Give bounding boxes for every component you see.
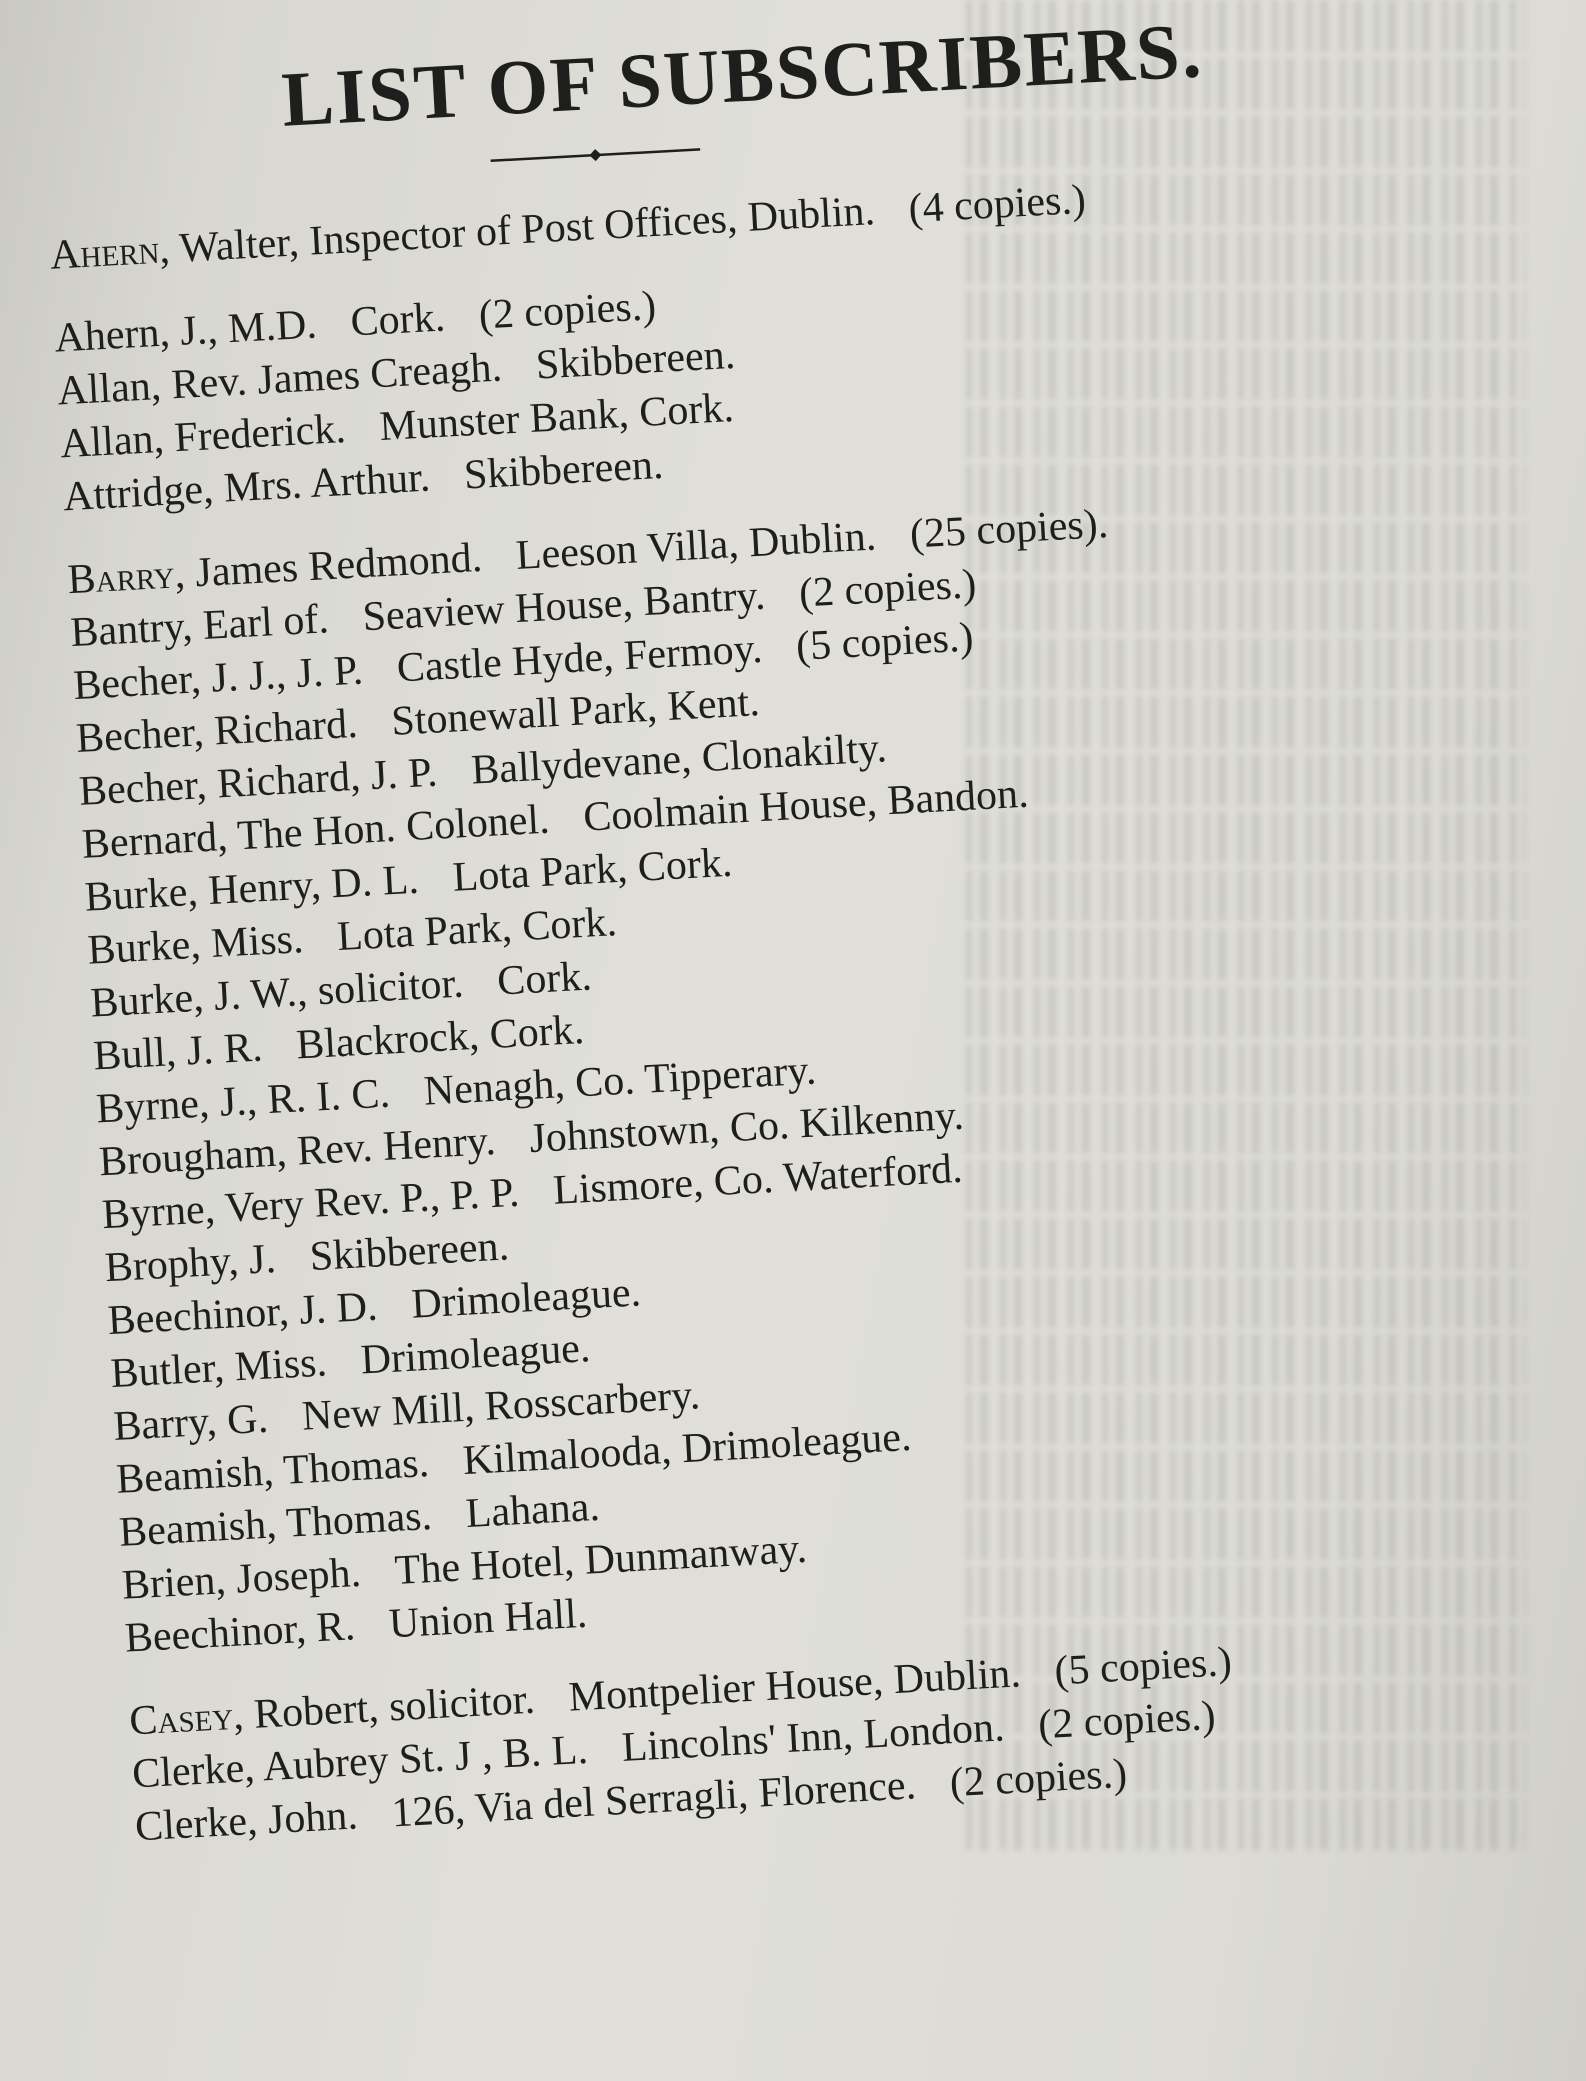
copies-count: (2 copies.) bbox=[477, 282, 658, 339]
subscriber-name: J., R. I. C. bbox=[218, 1070, 392, 1126]
subscriber-address: Cork. bbox=[496, 953, 593, 1005]
subscriber-address: Johnstown, Co. Kilkenny. bbox=[528, 1092, 965, 1162]
subscriber-surname: Clerke, bbox=[133, 1797, 259, 1851]
subscriber-surname: Barry, bbox=[112, 1398, 218, 1450]
subscriber-name: Mrs. Arthur. bbox=[222, 454, 432, 512]
subscriber-address: Union Hall. bbox=[387, 1590, 589, 1648]
subscriber-surname: Burke, bbox=[83, 868, 200, 921]
subscriber-address: Lincolns' Inn, London. bbox=[620, 1704, 1006, 1771]
ornamental-rule bbox=[490, 142, 700, 167]
subscriber-name: Richard. bbox=[213, 700, 359, 755]
copies-count: (5 copies.) bbox=[794, 614, 975, 670]
subscriber-name: Walter, Inspector of Post Offices, Dublin. bbox=[178, 187, 876, 272]
subscriber-name: J. D. bbox=[298, 1283, 379, 1334]
copies-count: (5 copies.) bbox=[1053, 1638, 1233, 1695]
subscriber-surname: Barry, bbox=[66, 550, 187, 604]
subscriber-surname: Brougham, bbox=[97, 1129, 288, 1186]
subscriber-surname: Ahern, bbox=[53, 309, 172, 362]
subscriber-address: Stonewall Park, Kent. bbox=[390, 678, 761, 745]
copies-count: (2 copies.) bbox=[1037, 1692, 1217, 1749]
subscriber-name: Thomas. bbox=[284, 1492, 434, 1547]
subscriber-name: J. W., solicitor. bbox=[212, 960, 465, 1020]
subscriber-surname: Becher, bbox=[72, 656, 203, 709]
subscriber-address: Ballydevane, Clonakilty. bbox=[470, 725, 888, 794]
subscriber-address: Blackrock, Cork. bbox=[295, 1006, 586, 1069]
subscriber-surname: Beechinor, bbox=[106, 1288, 291, 1344]
subscriber-name: J., M.D. bbox=[179, 301, 318, 355]
subscriber-surname: Beamish, bbox=[115, 1448, 275, 1503]
subscriber-surname: Casey, bbox=[128, 1692, 245, 1745]
subscriber-address: Lahana. bbox=[464, 1483, 601, 1537]
subscriber-address: Kilmalooda, Drimoleague. bbox=[461, 1413, 913, 1484]
subscriber-address: Skibbereen. bbox=[462, 441, 665, 499]
copies-count: (4 copies.) bbox=[907, 176, 1087, 232]
subscriber-list bbox=[49, 148, 1586, 1854]
subscriber-name: J. J., J. P. bbox=[210, 647, 365, 702]
subscriber-address: Lota Park, Cork. bbox=[451, 839, 734, 901]
copies-count: (25 copies). bbox=[908, 500, 1110, 558]
subscriber-address: Lismore, Co. Waterford. bbox=[551, 1145, 964, 1214]
subscriber-address: Montpelier House, Dublin. bbox=[567, 1650, 1022, 1721]
subscriber-name: Aubrey St. J , B. L. bbox=[261, 1726, 590, 1791]
copies-count: (2 copies.) bbox=[797, 560, 978, 617]
subscriber-address: Seaview House, Bantry. bbox=[361, 572, 767, 641]
subscriber-address: Cork. bbox=[349, 294, 447, 346]
subscriber-surname: Beechinor, bbox=[123, 1605, 308, 1662]
subscriber-address: The Hotel, Dunmanway. bbox=[393, 1525, 808, 1594]
subscriber-name: J. R. bbox=[185, 1024, 264, 1075]
page-content bbox=[40, 0, 1586, 1884]
subscriber-name: Henry, D. L. bbox=[207, 856, 420, 914]
subscriber-name: Rev. Henry. bbox=[295, 1117, 497, 1175]
subscriber-address: Skibbereen. bbox=[534, 331, 737, 389]
subscriber-name: John. bbox=[266, 1792, 359, 1843]
subscriber-name: Joseph. bbox=[234, 1549, 363, 1603]
subscriber-surname: Brophy, bbox=[103, 1237, 240, 1292]
subscriber-surname: Butler, bbox=[109, 1344, 226, 1397]
subscriber-name: Thomas. bbox=[282, 1439, 431, 1494]
subscriber-name: The Hon. Colonel. bbox=[236, 796, 551, 860]
subscriber-surname: Ahern, bbox=[48, 226, 171, 279]
subscriber-surname: Attridge, bbox=[61, 466, 215, 521]
subscriber-address: Skibbereen. bbox=[308, 1223, 511, 1280]
subscriber-address: Drimoleague. bbox=[410, 1269, 643, 1328]
subscriber-name: Miss. bbox=[209, 915, 305, 967]
subscriber-address: Coolmain House, Bandon. bbox=[582, 770, 1030, 841]
subscriber-group bbox=[53, 231, 1562, 524]
subscriber-name: James Redmond. bbox=[194, 534, 484, 597]
subscriber-name: R. bbox=[315, 1603, 357, 1652]
subscriber-surname: Beamish, bbox=[117, 1501, 278, 1556]
subscriber-surname: Allan, bbox=[59, 415, 166, 468]
subscriber-group bbox=[66, 473, 1586, 1665]
subscriber-address: Munster Bank, Cork. bbox=[378, 384, 735, 450]
subscriber-address: 126, Via del Serragli, Florence. bbox=[390, 1761, 918, 1837]
subscriber-surname: Becher, bbox=[74, 708, 206, 762]
subscriber-surname: Bernard, bbox=[80, 813, 229, 868]
subscriber-surname: Clerke, bbox=[131, 1744, 256, 1798]
subscriber-name: Miss. bbox=[233, 1339, 329, 1391]
subscriber-address: Castle Hyde, Fermoy. bbox=[395, 625, 764, 692]
subscriber-surname: Bull, bbox=[92, 1028, 178, 1080]
subscriber-name: Very Rev. P., P. P. bbox=[223, 1169, 521, 1232]
subscriber-name: Robert, solicitor. bbox=[252, 1676, 536, 1738]
subscriber-name: J. bbox=[247, 1235, 278, 1284]
subscriber-address: New Mill, Rosscarbery. bbox=[300, 1372, 702, 1440]
subscriber-address: Drimoleague. bbox=[359, 1324, 592, 1384]
subscriber-name: Richard, J. P. bbox=[215, 749, 439, 808]
subscriber-name: Frederick. bbox=[173, 405, 347, 462]
subscriber-name: G. bbox=[225, 1395, 270, 1444]
copies-count: (2 copies.) bbox=[948, 1750, 1129, 1807]
subscriber-surname: Byrne, bbox=[100, 1186, 217, 1239]
subscriber-surname: Becher, bbox=[77, 761, 208, 815]
subscriber-name: Earl of. bbox=[201, 596, 330, 649]
subscriber-surname: Byrne, bbox=[95, 1080, 211, 1133]
subscriber-address: Nenagh, Co. Tipperary. bbox=[422, 1047, 818, 1115]
page-title: LIST OF SUBSCRIBERS. bbox=[279, 6, 1206, 143]
subscriber-surname: Brien, bbox=[120, 1556, 227, 1609]
subscriber-surname: Burke, bbox=[89, 974, 205, 1027]
subscriber-surname: Burke, bbox=[86, 921, 202, 974]
subscriber-name: Rev. James Creagh. bbox=[170, 344, 504, 409]
subscriber-surname: Bantry, bbox=[69, 603, 194, 656]
subscriber-surname: Allan, bbox=[56, 362, 163, 415]
subscriber-address: Leeson Villa, Dublin. bbox=[514, 513, 878, 579]
subscriber-address: Lota Park, Cork. bbox=[335, 898, 618, 960]
